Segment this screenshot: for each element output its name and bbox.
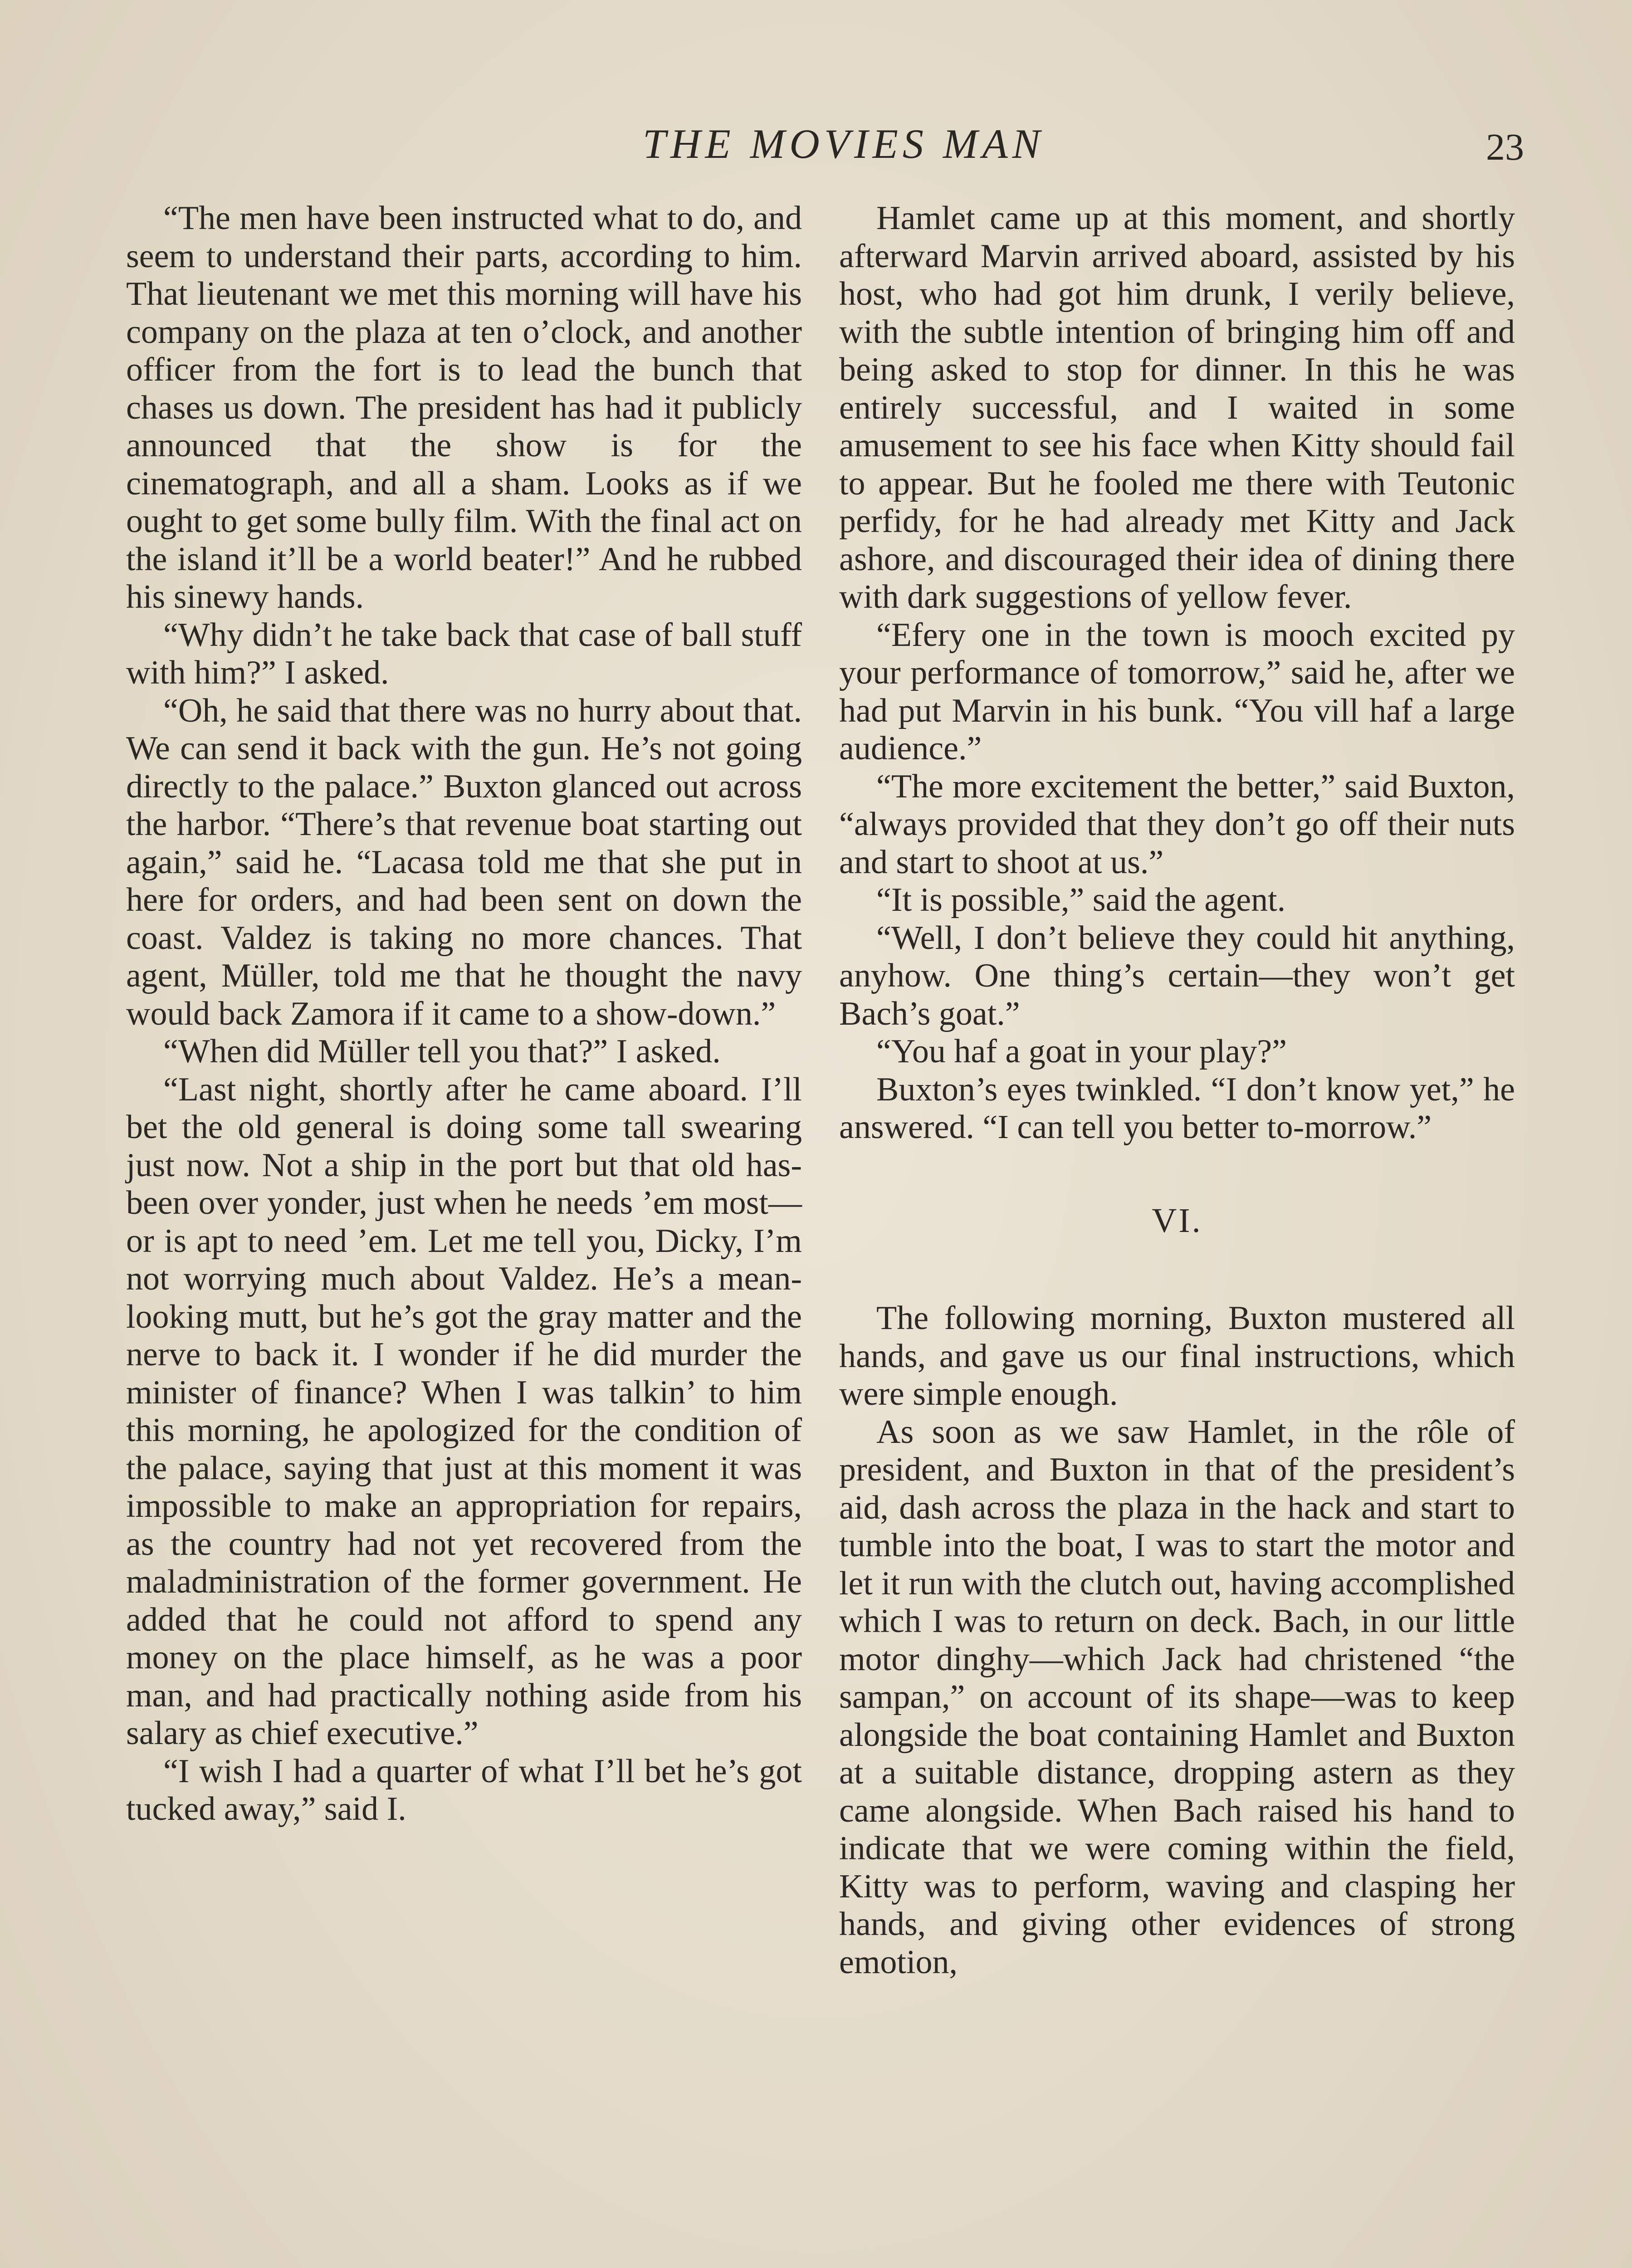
- paragraph: “When did Müller tell you that?” I asked.: [163, 1033, 721, 1070]
- paragraph: “Efery one in the town is mooch excited py your performance of tomorrow,” said he, after we had put Marvin in his bunk. “You vill haf a large audience.”: [839, 616, 1515, 767]
- paragraph: “The more excitement the better,” said Buxton, “always provided that they don’t go off their nuts and start to shoot at us.”: [839, 767, 1515, 881]
- paragraph: “You haf a goat in your play?”: [876, 1033, 1287, 1070]
- page-header: [0, 119, 1632, 169]
- paragraph: Hamlet came up at this moment, and shortly afterward Marvin arrived aboard, assisted by his host, who had got him drunk, I verily believe, with the subtle intention of bringing him off and being asked to stop for dinner. In this he was entirely successful, and I waited in some amusement to see his face when Kitty should fail to appear. But he fooled me there with Teutonic perfidy, for he had already met Kitty and Jack ashore, and discouraged their idea of dining there with dark suggestions of yellow fever.: [839, 200, 1515, 616]
- paragraph: “Why didn’t he take back that case of ball stuff with him?” I asked.: [126, 616, 802, 691]
- running-title: THE MOVIES MAN: [642, 121, 1045, 167]
- paragraph: “Last night, shortly after he came aboard. I’ll bet the old general is doing some tall swearing just now. Not a ship in the port but that old has-been over yonder, just when he needs ’em most—or is apt to need ’em. Let me tell you, Dicky, I’m not worrying much about Valdez. He’s a mean-looking mutt, but he’s got the gray matter and the nerve to back it. I wonder if he did murder the minister of finance? When I was talkin’ to him this morning, he apologized for the condition of the palace, saying that just at this moment it was impossible to make an appropriation for repairs, as the country had not yet recovered from the maladministration of the former government. He added that he could not afford to spend any money on the place himself, as he was a poor man, and had practically nothing aside from his salary as chief executive.”: [126, 1070, 802, 1752]
- paragraph: “The men have been instructed what to do, and seem to understand their parts, according to him. That lieutenant we met this morning will have his company on the plaza at ten o’clock, and another officer from the fort is to lead the bunch that chases us down. The president has had it publicly announced that the show is for the cinematograph, and all a sham. Looks as if we ought to get some bully film. With the final act on the island it’ll be a world beater!” And he rubbed his sinewy hands.: [126, 200, 802, 616]
- paragraph: Buxton’s eyes twinkled. “I don’t know yet,” he answered. “I can tell you better to-morrow.”: [839, 1070, 1515, 1146]
- left-column: [126, 200, 802, 1828]
- page-number: 23: [1486, 126, 1524, 168]
- paragraph: As soon as we saw Hamlet, in the rôle of president, and Buxton in that of the president’s aid, dash across the plaza in the hack and start to tumble into the boat, I was to start the motor and let it run with the clutch out, having accomplished which I was to return on deck. Bach, in our little motor dinghy—which Jack had christened “the sampan,” on account of its shape—was to keep alongside the boat containing Hamlet and Buxton at a suitable distance, dropping astern as they came alongside. When Bach raised his hand to indicate that we were coming within the field, Kitty was to perform, waving and clasping her hands, and giving other evidences of strong emotion,: [839, 1413, 1515, 1981]
- paragraph: “It is possible,” said the agent.: [876, 881, 1286, 919]
- paragraph: The following morning, Buxton mustered all hands, and gave us our final instructions, which were simple enough.: [839, 1300, 1515, 1413]
- paragraph: “I wish I had a quarter of what I’ll bet he’s got tucked away,” said I.: [126, 1752, 802, 1828]
- right-column: [839, 200, 1515, 1981]
- paragraph: “Oh, he said that there was no hurry about that. We can send it back with the gun. He’s not going directly to the palace.” Buxton glanced out across the harbor. “There’s that revenue boat starting out again,” said he. “Lacasa told me that she put in here for orders, and had been sent on down the coast. Valdez is taking no more chances. That agent, Müller, told me that he thought the navy would back Zamora if it came to a show-down.”: [126, 692, 802, 1032]
- paragraph: “Well, I don’t believe they could hit anything, anyhow. One thing’s certain—they won’t get Bach’s goat.”: [839, 919, 1515, 1032]
- section-heading: VI.: [1152, 1201, 1202, 1240]
